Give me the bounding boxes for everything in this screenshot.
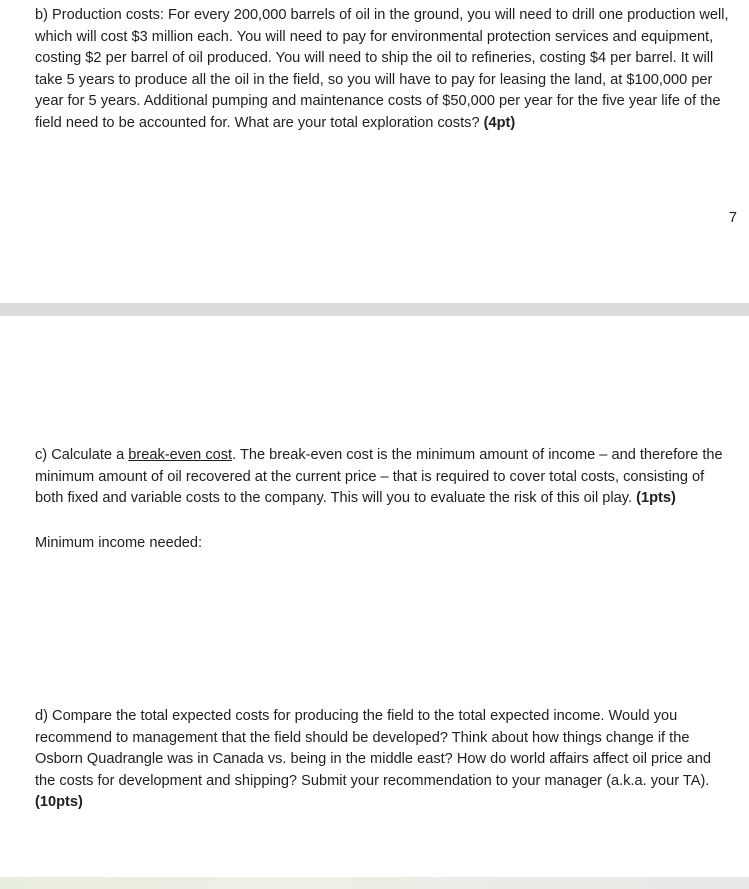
question-b [35,5,735,135]
question-c-points: (1pts) [636,490,676,507]
page-number: 7 [728,210,737,226]
question-c-prefix: c) Calculate a [35,447,129,463]
question-d [35,706,735,814]
page-bottom-edge [0,877,749,889]
question-d-points: (10pts) [35,794,83,811]
question-d-text: d) Compare the total expected costs for producing the field to the total expected income. Would you recommend to management that the field should be developed? Think about how things change if the Osborn Quadrangle was in Canada vs. being in the middle east? How do world affairs affect oil price and the costs for development and shipping? Submit your recommendation to your manager (a.k.a. your TA). [35,708,712,789]
question-b-text: b) Production costs: For every 200,000 barrels of oil in the ground, you will need to drill one production well, which will cost $3 million each. You will need to pay for environmental protection services and equipment, costing $2 per barrel of oil produced. You will need to ship the oil to refineries, costing $4 per barrel. It will take 5 years to produce all the oil in the field, so you will have to pay for leasing the land, at $100,000 per year for 5 years. Additional pumping and maintenance costs of $50,000 per year for the five year life of the field need to be accounted for. What are your total exploration costs? [35,7,729,131]
question-c [35,445,735,510]
break-even-term: break-even cost [128,447,233,463]
question-c-text: . The break-even cost is the minimum amount of income – and therefore the minimum amount of oil recovered at the current price – that is required to cover total costs, consisting of both fixed and variable costs to the company. This will you to evaluate the risk of this oil play. [35,447,723,507]
page-separator [0,303,749,316]
minimum-income-label: Minimum income needed: [35,535,203,551]
question-b-points: (4pt) [483,114,516,131]
document-page-top [0,0,749,303]
